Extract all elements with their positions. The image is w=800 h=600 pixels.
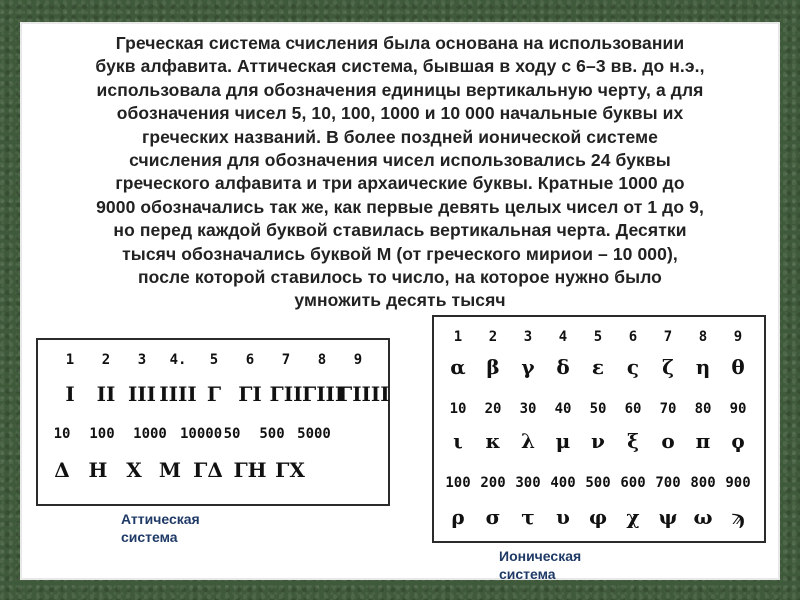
description-line: умножить десять тысяч [294,290,506,311]
attic-number: 1000 [133,426,167,442]
attic-number: 4. [169,352,187,368]
attic-symbol: ΓIII [302,382,345,406]
attic-symbol: ΓX [275,458,305,482]
attic-number: 10 [53,426,71,442]
attic-numeral-table [36,338,390,506]
attic-symbol: H [88,458,108,482]
ionic-symbols-row [434,505,764,535]
ionic-symbol: ι [453,429,463,453]
attic-number: 7 [281,352,291,368]
ionic-number: 2 [488,329,498,345]
ionic-symbol: ϙ [731,429,745,453]
ionic-symbol: κ [485,429,501,453]
attic-number: 10000 [180,426,223,442]
ionic-symbols-row [434,429,764,459]
ionic-number: 200 [480,475,506,491]
ionic-symbol: ς [626,355,640,379]
description-line: после которой ставилось то число, на которое нужно было [138,267,662,288]
attic-number: 100 [89,426,115,442]
ionic-number: 60 [624,401,642,417]
ionic-number: 500 [585,475,611,491]
attic-number: 2 [101,352,111,368]
ionic-number: 900 [725,475,751,491]
attic-numbers-row-1 [38,352,388,382]
ionic-number: 10 [449,401,467,417]
attic-symbol: I [65,382,75,406]
description-line: Греческая система счисления была основана на использовании [115,33,685,53]
description-paragraph [26,32,774,313]
ionic-number: 50 [589,401,607,417]
description-line: счисления для обозначения чисел использовались 24 буквы [129,150,671,171]
attic-number: 9 [353,352,363,368]
attic-caption-line: система [121,529,178,545]
attic-symbol: ΓII [269,382,303,406]
attic-symbol: III [127,382,157,406]
ionic-symbol: ω [693,505,713,529]
ionic-number: 5 [593,329,603,345]
attic-number: 3 [137,352,147,368]
ionic-symbol: υ [556,505,570,529]
ionic-symbol: σ [485,505,501,529]
attic-number: 5 [209,352,219,368]
attic-caption-line: Аттическая [121,511,200,527]
ionic-symbol: λ [520,429,536,453]
ionic-symbol: δ [556,355,570,379]
ionic-numbers-row [434,475,764,505]
ionic-symbol: τ [521,505,535,529]
ionic-number: 20 [484,401,502,417]
description-line: использовала для обозначения единицы вертикальную черту, а для [96,79,704,100]
attic-symbol: Δ [54,458,70,482]
description-line: греческого алфавита и три архаические буквы. Кратные 1000 до [115,173,685,194]
ionic-number: 70 [659,401,677,417]
attic-symbol: X [126,458,142,482]
ionic-symbols-row [434,355,764,385]
attic-numbers-row-2 [38,426,388,456]
ionic-number: 3 [523,329,533,345]
attic-number: 50 [223,426,241,442]
ionic-number: 80 [694,401,712,417]
attic-number: 5000 [297,426,331,442]
description-line: греческих названий. В более поздней ионической системе [142,126,658,147]
attic-number: 6 [245,352,255,368]
description-line: тысяч обозначались буквой М (от греческого мириои – 10 000), [122,243,678,264]
ionic-symbol: θ [731,355,745,379]
ionic-caption-line: система [499,566,556,582]
ionic-caption [499,547,619,583]
attic-symbol: II [96,382,116,406]
ionic-caption-line: Ионическая [499,548,582,564]
ionic-number: 300 [515,475,541,491]
slide [20,22,780,580]
description-line: букв алфавита. Аттическая система, бывшая в ходу с 6–3 вв. до н.э., [95,56,705,77]
attic-symbol: ΓI [238,382,262,406]
ionic-numbers-row [434,401,764,431]
ionic-symbol: ο [661,429,675,453]
attic-symbol: ΓIIII [338,382,390,406]
ionic-number: 1 [453,329,463,345]
ionic-number: 4 [558,329,568,345]
ionic-number: 700 [655,475,681,491]
attic-number: 500 [259,426,285,442]
description-line: обозначения чисел 5, 10, 100, 1000 и 10 000 начальные буквы их [116,103,684,124]
ionic-symbol: χ [626,505,640,529]
ionic-number: 400 [550,475,576,491]
ionic-symbol: ξ [627,429,639,453]
ionic-number: 9 [733,329,743,345]
ionic-symbol: ε [591,355,605,379]
ionic-number: 800 [690,475,716,491]
ionic-numeral-table [432,315,766,543]
attic-number: 1 [65,352,75,368]
ionic-number: 100 [445,475,471,491]
description-line: 9000 обозначались так же, как первые девять целых чисел от 1 до 9, [96,196,704,217]
ionic-number: 40 [554,401,572,417]
attic-symbols-row-2 [38,458,388,488]
attic-symbol: ΓH [233,458,267,482]
ionic-symbol: ρ [451,505,465,529]
attic-symbols-row-1 [38,382,388,412]
attic-symbol: M [158,458,182,482]
ionic-number: 6 [628,329,638,345]
ionic-symbol: μ [555,429,571,453]
ionic-symbol: ϡ [731,505,745,529]
attic-number: 8 [317,352,327,368]
ionic-symbol: π [695,429,711,453]
attic-symbol: Γ [206,382,222,406]
ionic-symbol: ζ [662,355,674,379]
ionic-symbol: η [695,355,711,379]
ionic-symbol: α [450,355,466,379]
ionic-number: 600 [620,475,646,491]
attic-caption [121,510,231,546]
ionic-number: 7 [663,329,673,345]
ionic-number: 90 [729,401,747,417]
attic-symbol: IIII [159,382,197,406]
description-line: но перед каждой буквой ставилась вертикальная черта. Десятки [113,220,687,241]
ionic-symbol: ν [591,429,605,453]
ionic-number: 8 [698,329,708,345]
ionic-symbol: ψ [658,505,678,529]
ionic-symbol: γ [521,355,535,379]
ionic-number: 30 [519,401,537,417]
ionic-symbol: φ [588,505,608,529]
ionic-symbol: β [486,355,500,379]
attic-symbol: ΓΔ [193,458,223,482]
